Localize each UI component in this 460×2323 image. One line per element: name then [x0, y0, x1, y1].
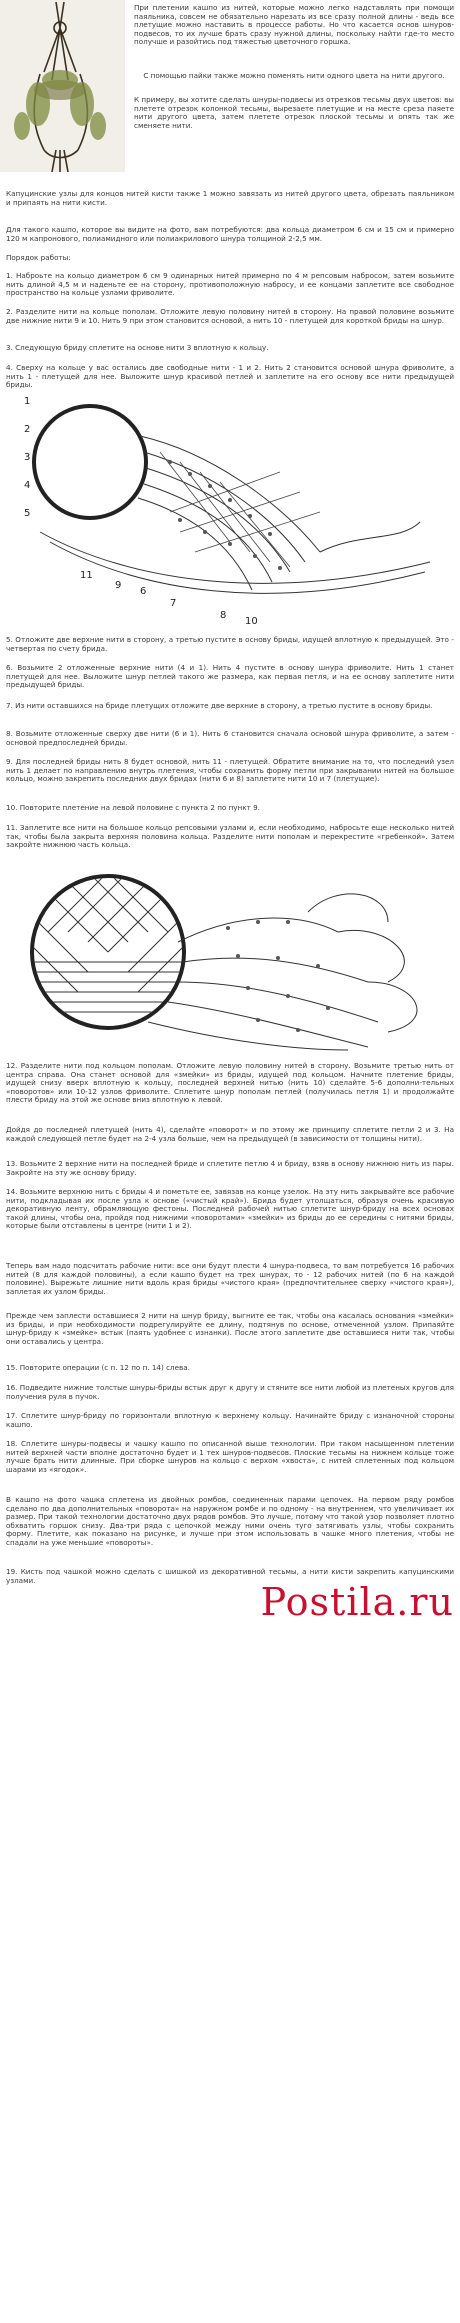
- materials-paragraph: Для такого кашпо, которое вы видите на фото, вам потребуются: два кольца диаметром 6 см и 15 см и примерно 120 м капронового, полиамидного или полиакрилового шнура толщиной 2-2,5 мм.: [6, 225, 454, 243]
- postila-watermark: [261, 1580, 454, 1624]
- watermark-dot: .: [396, 1580, 410, 1624]
- step-1: 1. Наброьте на кольцо диаметром 6 см 9 одинарных нитей примерно по 4 м репсовым набросом, затем возьмите нить длиной 4,5 м и наденьте ее на сторону, противоположную набросу, и ее концами заплетите все свободное пространство на кольце узлами фриволите.: [6, 271, 454, 298]
- step-4: 4. Сверху на кольце у вас остались две свободные нити - 1 и 2. Нить 2 становится основой шнура фриволите, а нить 1 - плетущей для нее. Выложите шнур красивой петлей и заплетите на его основу все нити предыдущей бриды.: [6, 363, 454, 390]
- diagram1-label-2: 2: [24, 424, 31, 435]
- step-3: 3. Следующую бриду сплетите на основе нити 3 вплотную к кольцу.: [6, 343, 269, 352]
- step-14-finish: Прежде чем заплести оставшиеся 2 нити на шнур бриду, выгните ее так, чтобы она касалась основания «змейки» из бриды, и при необходимости подрегулируйте ее длину, подтянув по основе, отмеченной узлом. Припаяйте шнур-бриду к «змейке» встык (паять удобнее с изнанки). После этого заплетите две оставшиеся нити так, чтобы они оставались у центра.: [6, 1311, 454, 1346]
- step-16: 16. Подведите нижние толстые шнуры-бриды встык друг к другу и стяните все нити любой из плетеных кругов для получения руля в пучок.: [6, 1383, 454, 1401]
- diagram1-label-8: 8: [220, 610, 227, 621]
- step-14: 14. Возьмите верхнюю нить с бриды 4 и пометьте ее, завязав на конце узелок. На эту нить закрывайте все рабочие нити, подкладывая их после узла к основе («чистый край»). Брида будет утолщаться, образуя очень красивую декоративную ленту, обрамляющую фестоны. Последней рабочей нитью сплетите шнур-бриду на всех основах такой длины, чтобы она, пройдя под нижними «поворотами» «змейки» из бриды до ее середины с нитями бриды, которые были отставлены в центре (нити 1 и 2).: [6, 1187, 454, 1231]
- step-18: 18. Сплетите шнуры-подвесы и чашку кашпо по описанной выше технологии. При таком насыщенном плетении нитей верхней части вполне достаточно будет и 1 тех шнуров-подвесов. Плоские тесьмы на нижнем кольце тоже лучше брать нити длинные. При сборке шнуров на кольцо с верхом «хвоста», с нитей сплетенных под кольцом шарами из «ягодок».: [6, 1439, 454, 1474]
- step-2: 2. Разделите нити на кольце пополам. Отложите левую половину нитей в сторону. На правой половине возьмите две нижние нити 9 и 10. Нить 9 при этом становится основой, а нить 10 - плетущей для короткой бриды на шнур.: [6, 307, 454, 325]
- step-8: 8. Возьмите отложенные сверху две нити (6 и 1). Нить 6 становится сначала основой шнура фриволите, а затем - основой предпоследней бриды.: [6, 729, 454, 747]
- intro-paragraph-4: Капуцинские узлы для концов нитей кисти также 1 можно завязать из нитей другого цвета, обрезать паяльником и припаять на нити кисти.: [6, 189, 454, 207]
- diagram1-label-3: 3: [24, 452, 31, 463]
- diagram1-label-11: 11: [80, 570, 93, 581]
- intro-paragraph-3: К примеру, вы хотите сделать шнуры-подвесы из отрезков тесьмы двух цветов: вы плетете отрезок колонкой тесьмы, вырезаете плетущие и на месте среза паяете нити другого цвета, затем плетете отрезок плоской тесьмы и опять так же сменяете нити.: [134, 95, 454, 130]
- step-12-continued: Дойдя до последней плетущей (нить 4), сделайте «поворот» и по этому же принципу сплетите петли 2 и 3. На каждой следующей петле будет на 2-4 узла больше, чем на предыдущей (в зависимости от толщины нити).: [6, 1125, 454, 1143]
- watermark-main: Postila: [260, 1580, 397, 1624]
- step-9: 9. Для последней бриды нить 8 будет основой, нить 11 - плетущей. Обратите внимание на то, что последний узел нить 1 делает по направлению внутрь плетения, чтобы сохранить форму петли при закрывании нитей на большое кольцо, можно закрепить последних двух бридах (нити 6 и 8) заплетите нити 10 и 7 (плетущие).: [6, 757, 454, 784]
- diagram1-label-5: 5: [24, 508, 31, 519]
- intro-paragraph-2: С помощью пайки также можно поменять нити одного цвета на нити другого.: [143, 71, 445, 80]
- knotting-diagram-1: [20, 392, 440, 630]
- diagram1-label-7: 7: [170, 598, 177, 609]
- step-7: 7. Из нити оставшихся на бриде плетущих отложите две верхние в сторону, а третью пустите в основу бриды.: [6, 701, 433, 710]
- diagram1-label-4: 4: [24, 480, 31, 491]
- step-17: 17. Сплетите шнур-бриду по горизонтали вплотную к верхнему кольцу. Начинайте бриду с изнаночной стороны кашпо.: [6, 1411, 454, 1429]
- step-5: 5. Отложите две верхние нити в сторону, а третью пустите в основу бриды, идущей вплотную к предыдущей. Это - четвертая по счету брида.: [6, 635, 454, 653]
- diagram1-label-6: 6: [140, 586, 147, 597]
- intro-paragraph-1: При плетении кашпо из нитей, которые можно легко надставлять при помощи паяльника, совсем не обязательно нарезать из все сразу полной длины - ведь все плетущие можно наставить в процессе работы. Но что касается основ шнуров-подвесов, то их лучше брать сразу нужной длины, поскольку найти где-то место получше и разойтись под тяжестью цветочного горшка.: [134, 3, 454, 47]
- order-heading: Порядок работы:: [6, 253, 71, 262]
- macrame-photo: [0, 0, 125, 172]
- step-19: 19. Кисть под чашкой можно сделать с шишкой из декоративной тесьмы, а нити кисти закрепить капуцинскими узлами.: [6, 1567, 454, 1585]
- watermark-tld: ru: [409, 1580, 454, 1624]
- step-15: 15. Повторите операции (с п. 12 по п. 14) слева.: [6, 1363, 190, 1372]
- step-11: 11. Заплетите все нити на большое кольцо репсовыми узлами и, если необходимо, набросьте еще несколько нитей так, чтобы была закрыта верхняя половина кольца. Разделите нити пополам и перекрестите «гребенкой». Затем закройте нижнюю часть кольца.: [6, 823, 454, 850]
- bowl-description: В кашпо на фото чашка сплетена из двойных ромбов, соединенных парами цепочек. На первом ряду ромбов сделано по два дополнительных «поворота» на наружном ромбе и по одному - на внутреннем, что увеличивает их размер. При такой технологии достаточно двух рядов ромбов. Это лучше, потому что такой узор позволяет плотно обхватить горшок снизу. Два-три ряда с цепочкой между ними очень туго затягивать узлы, чтобы сохранить форму. Плетите, как показано на рисунке, и лучше при этом использовать в чашке много плетения, чтобы не спадали на уже меньшие «повороты».: [6, 1495, 454, 1547]
- step-10: 10. Повторите плетение на левой половине с пункта 2 по пункт 9.: [6, 803, 260, 812]
- knotting-diagram-2: [8, 872, 448, 1052]
- diagram1-label-10: 10: [245, 616, 258, 627]
- step-6: 6. Возьмите 2 отложенные верхние нити (4 и 1). Нить 4 пустите в основу шнура фриволите. Нить 1 станет плетущей для нее. Выложите шнур петлей такого же размера, как первая петля, и на ее основу заплетите нити предыдущей бриды.: [6, 663, 454, 690]
- step-14-count: Теперь вам надо подсчитать рабочие нити: все они будут плести 4 шнура-подвеса, то вам потребуется 16 рабочих нитей (8 для каждой половины), а если кашпо будет на трех шнурах, то - 12 рабочих нитей (по 6 на каждой половине). Вырежьте лишние нити вдоль края бриды «чистого края» (предпочтительнее сверху «чистого края»), заплетая их узлом бриды.: [6, 1261, 454, 1296]
- step-13: 13. Возьмите 2 верхние нити на последней бриде и сплетите петлю 4 и бриду, взяв в основу нижнюю нить из пары. Закройте на эту же основу бриду.: [6, 1159, 454, 1177]
- diagram1-label-9: 9: [115, 580, 122, 591]
- diagram1-label-1: 1: [24, 396, 31, 407]
- step-12: 12. Разделите нити под кольцом пополам. Отложите левую половину нитей в сторону. Возьмите третью нить от центра справа. Она станет основой для «змейки» из бриды, идущей под кольцом. Начните плетение бриды, идущей снизу вверх вплотную к кольцу, последней верхней нитью (нить 10) сделайте 5-6 дополни-тельных «поворотов» или 10-12 узлов фриволите. Сплетите шнур пополам петлей (получилась петля 1) и продолжайте плести бриду на этой же основе вниз вплотную к левой.: [6, 1061, 454, 1105]
